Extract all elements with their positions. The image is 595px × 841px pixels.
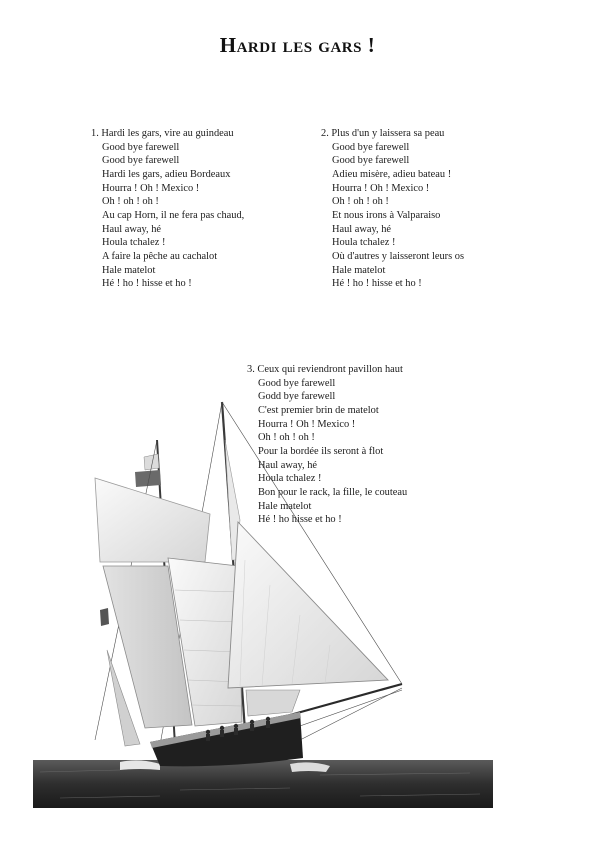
verse-line: Good bye farewell: [332, 155, 410, 167]
verse-line: Godd bye farewell: [258, 391, 336, 403]
verse-line: Hardi les gars, adieu Bordeaux: [102, 168, 231, 180]
verse-line: Oh ! oh ! oh !: [102, 196, 159, 208]
verse-line: Good bye farewell: [102, 155, 180, 167]
verse-line: Good bye farewell: [258, 377, 336, 389]
verse-line: Bon pour le rack, la fille, le couteau: [258, 486, 408, 498]
verse-line: 2. Plus d'un y laissera sa peau: [321, 128, 445, 139]
verse-line: Hale matelot: [332, 264, 386, 276]
verse-line: Hé ! ho ! hisse et ho !: [102, 278, 192, 290]
verse-line: Hale matelot: [102, 264, 156, 276]
verse-1: [91, 127, 244, 291]
verse-line: Au cap Horn, il ne fera pas chaud,: [102, 209, 245, 221]
verse-line: Où d'autres y laisseront leurs os: [332, 250, 465, 262]
verse-line: C'est premier brin de matelot: [258, 404, 379, 416]
verse-line: Good bye farewell: [102, 141, 180, 153]
verse-line: Haul away, hé: [332, 223, 392, 235]
verse-line: Houla tchalez !: [102, 237, 166, 249]
verse-number: 3.: [247, 364, 255, 375]
verse-line: Et nous irons à Valparaiso: [332, 209, 441, 221]
verse-line: Oh ! oh ! oh !: [332, 196, 389, 208]
verse-line: Pour la bordée ils seront à flot: [258, 445, 384, 457]
page-title: Hardi les gars !: [219, 33, 376, 57]
verse-3: [247, 363, 407, 527]
verse-line: Houla tchalez !: [258, 473, 322, 485]
verse-line: Hé ! ho ! hisse et ho !: [332, 278, 422, 290]
verse-line: Hale matelot: [258, 500, 312, 512]
verse-line: Hourra ! Oh ! Mexico !: [332, 182, 430, 194]
verse-line: Hé ! ho hisse et ho !: [258, 514, 342, 526]
verse-line: 3. Ceux qui reviendront pavillon haut: [247, 364, 403, 375]
verse-number: 2.: [321, 128, 329, 139]
verse-line: Adieu misère, adieu bateau !: [332, 168, 452, 180]
verse-2: [321, 127, 464, 291]
verse-line: Haul away, hé: [258, 459, 318, 471]
verse-line: 1. Hardi les gars, vire au guindeau: [91, 128, 234, 139]
verse-line: Oh ! oh ! oh !: [258, 432, 315, 444]
verse-line: Haul away, hé: [102, 223, 162, 235]
verse-line: A faire la pêche au cachalot: [102, 250, 218, 262]
verse-line: Hourra ! Oh ! Mexico !: [258, 418, 356, 430]
verse-number: 1.: [91, 128, 99, 139]
verse-line: Good bye farewell: [332, 141, 410, 153]
verse-line: Hourra ! Oh ! Mexico !: [102, 182, 200, 194]
verse-line: Houla tchalez !: [332, 237, 396, 249]
